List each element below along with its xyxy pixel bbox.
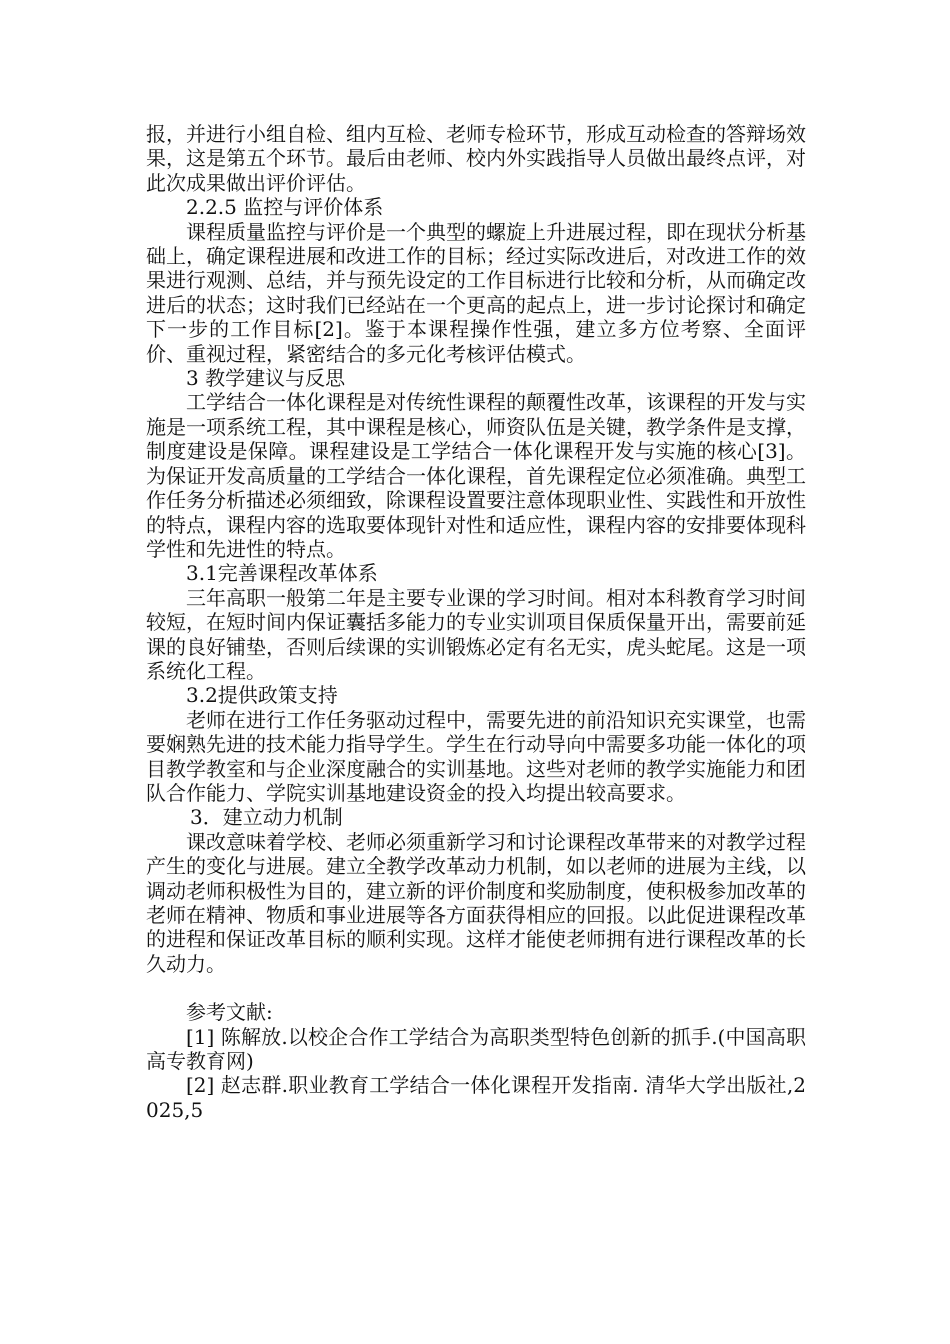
spacer xyxy=(146,976,806,1000)
reference-item-1: [1] 陈解放.以校企合作工学结合为高职类型特色创新的抓手.(中国高职高专教育网) xyxy=(146,1024,806,1074)
section-heading-3-1: 3.1完善课程改革体系 xyxy=(186,561,378,586)
section-heading-3-3: 3．建立动力机制 xyxy=(190,805,343,830)
paragraph-continued: 报，并进行小组自检、组内互检、老师专检环节，形成互动检查的答辩场效果，这是第五个环节。最后由老师、校内外实践指导人员做出最终点评，对此次成果做出评价评估。 xyxy=(146,122,806,195)
paragraph-policy-support: 老师在进行工作任务驱动过程中，需要先进的前沿知识充实课堂，也需要娴熟先进的技术能力指导学生。学生在行动导向中需要多功能一体化的项目教学教室和与企业深度融合的实训基地。这些对老师的教学实施能力和团队合作能力、学院实训基地建设资金的投入均提出较高要求。 xyxy=(146,707,806,805)
section-heading-3: 3 教学建议与反思 xyxy=(186,366,346,391)
paragraph-monitoring: 课程质量监控与评价是一个典型的螺旋上升进展过程，即在现状分析基础上，确定课程进展和改进工作的目标；经过实际改进后，对改进工作的效果进行观测、总结，并与预先设定的工作目标进行比较和分析，从而确定改进后的状态；这时我们已经站在一个更高的起点上，进一步讨论探讨和确定下一步的工作目标[2]。鉴于本课程操作性强，建立多方位考察、全面评价、重视过程，紧密结合的多元化考核评估模式。 xyxy=(146,219,806,366)
references-title: 参考文献: xyxy=(186,1000,273,1025)
reference-item-2: [2] 赵志群.职业教育工学结合一体化课程开发指南. 清华大学出版社,2025,5 xyxy=(146,1073,806,1122)
paragraph-teaching-suggestions: 工学结合一体化课程是对传统性课程的颠覆性改革，该课程的开发与实施是一项系统工程，其中课程是核心，师资队伍是关键，教学条件是支撑，制度建设是保障。课程建设是工学结合一体化课程开发与实施的核心[3]。为保证开发高质量的工学结合一体化课程，首先课程定位必须准确。典型工作任务分析描述必须细致，除课程设置要注意体现职业性、实践性和开放性的特点，课程内容的选取要体现针对性和适应性，课程内容的安排要体现科学性和先进性的特点。 xyxy=(146,390,806,561)
paragraph-motivation: 课改意味着学校、老师必须重新学习和讨论课程改革带来的对教学过程产生的变化与进展。建立全教学改革动力机制，如以老师的进展为主线，以调动老师积极性为目的，建立新的评价制度和奖励制度，使积极参加改革的老师在精神、物质和事业进展等各方面获得相应的回报。以此促进课程改革的进程和保证改革目标的顺利实现。这样才能使老师拥有进行课程改革的长久动力。 xyxy=(146,829,806,976)
paragraph-reform-system: 三年高职一般第二年是主要专业课的学习时间。相对本科教育学习时间较短，在短时间内保证囊括多能力的专业实训项目保质保量开出，需要前延课的良好铺垫，否则后续课的实训锻炼必定有名无实，虎头蛇尾。这是一项系统化工程。 xyxy=(146,585,806,683)
section-heading-2-2-5: 2.2.5 监控与评价体系 xyxy=(186,195,384,220)
document-body xyxy=(146,122,806,1122)
section-heading-3-2: 3.2提供政策支持 xyxy=(186,683,338,708)
